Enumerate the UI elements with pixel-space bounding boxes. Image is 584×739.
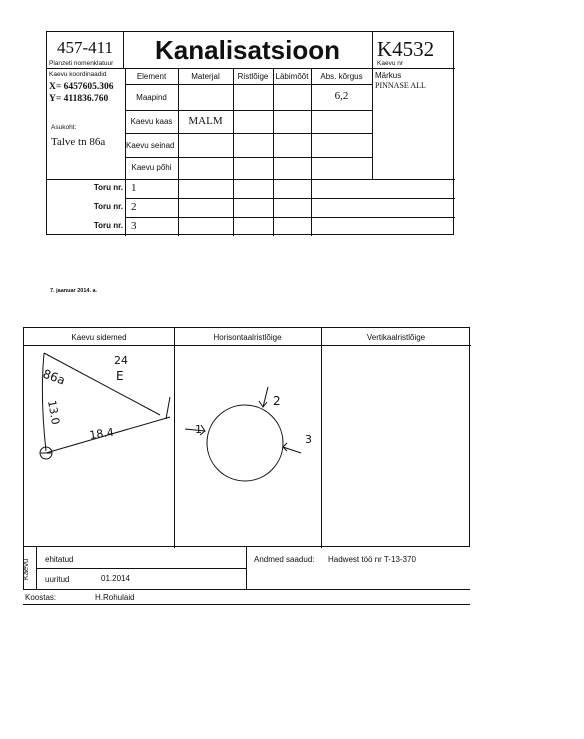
pipe-label: Toru nr. [93,221,123,230]
coords-label: Kaevu koordinaadid [49,71,107,78]
col-abs-height: Abs. kõrgus [320,72,363,81]
col-material: Materjal [191,72,220,81]
date-note: 7. jaanuar 2014. a. [50,288,98,294]
pipe-label-3: 3 [305,433,312,446]
coord-y: Y= 411836.760 [49,94,109,104]
row-abs-height: 6,2 [334,90,349,102]
footer [23,547,470,605]
section-vertical: Vertikaalristlõige [366,333,426,342]
coord-x: X= 6457605.306 [49,82,114,92]
tie-label-86a: 86a [40,366,68,388]
pipe-label: Toru nr. [93,202,123,211]
page-title: Kanalisatsioon [155,35,340,65]
tie-label-184: 18.4 [88,425,115,442]
nomenclature-number: 457-411 [57,38,114,57]
built-label: ehitatud [45,555,74,564]
surveyed-label: uuritud [45,575,70,584]
author-label: Koostas: [25,593,57,602]
pipe-number: 3 [131,220,137,232]
building-edge [166,397,170,419]
row-element: Kaevu seinad [126,141,175,150]
pipe-label-1: 1 [195,423,202,436]
data-source-label: Andmed saadud: [254,555,315,564]
section-ties: Kaevu sidemed [71,333,127,342]
pipe-number: 1 [131,182,137,194]
tie-label-e: E [116,369,124,383]
well-number: K4532 [377,37,435,61]
col-diameter: Läbimõõt [275,72,309,81]
pipe-number: 2 [131,201,137,213]
tie-label-130: 13.0 [45,399,63,426]
location-label: Asukoht: [51,124,77,131]
author-value: H.Rohulaid [95,593,135,602]
row-element: Kaevu kaas [130,117,173,126]
ties-sketch [30,347,190,467]
surveyed-value: 01.2014 [101,574,130,583]
well-number-label: Kaevu nr [377,60,404,67]
pipe-label: Toru nr. [93,183,123,192]
row-element: Maapind [136,93,167,102]
pipe-label-2: 2 [273,394,281,408]
side-label: Kaevu [21,558,31,581]
location-value: Talve tn 86a [51,136,106,148]
well-card [46,31,454,235]
col-remark: Märkus [375,71,402,80]
row-element: Kaevu põhi [131,163,172,172]
remark-value: PINNASE ALL [375,81,426,90]
row-material: MALM [188,115,223,127]
section-horizontal: Horisontaalristlõige [213,333,282,342]
data-source-value: Hadwest töö nr T-13-370 [328,555,416,564]
horizontal-section-sketch [175,375,325,485]
well-circle [207,405,283,481]
col-element: Element [136,72,167,81]
col-cross-section: Ristlõige [237,72,269,81]
nomenclature-label: Planzeti nomenklatuur [49,60,114,67]
tie-label-24: 24 [114,354,128,367]
